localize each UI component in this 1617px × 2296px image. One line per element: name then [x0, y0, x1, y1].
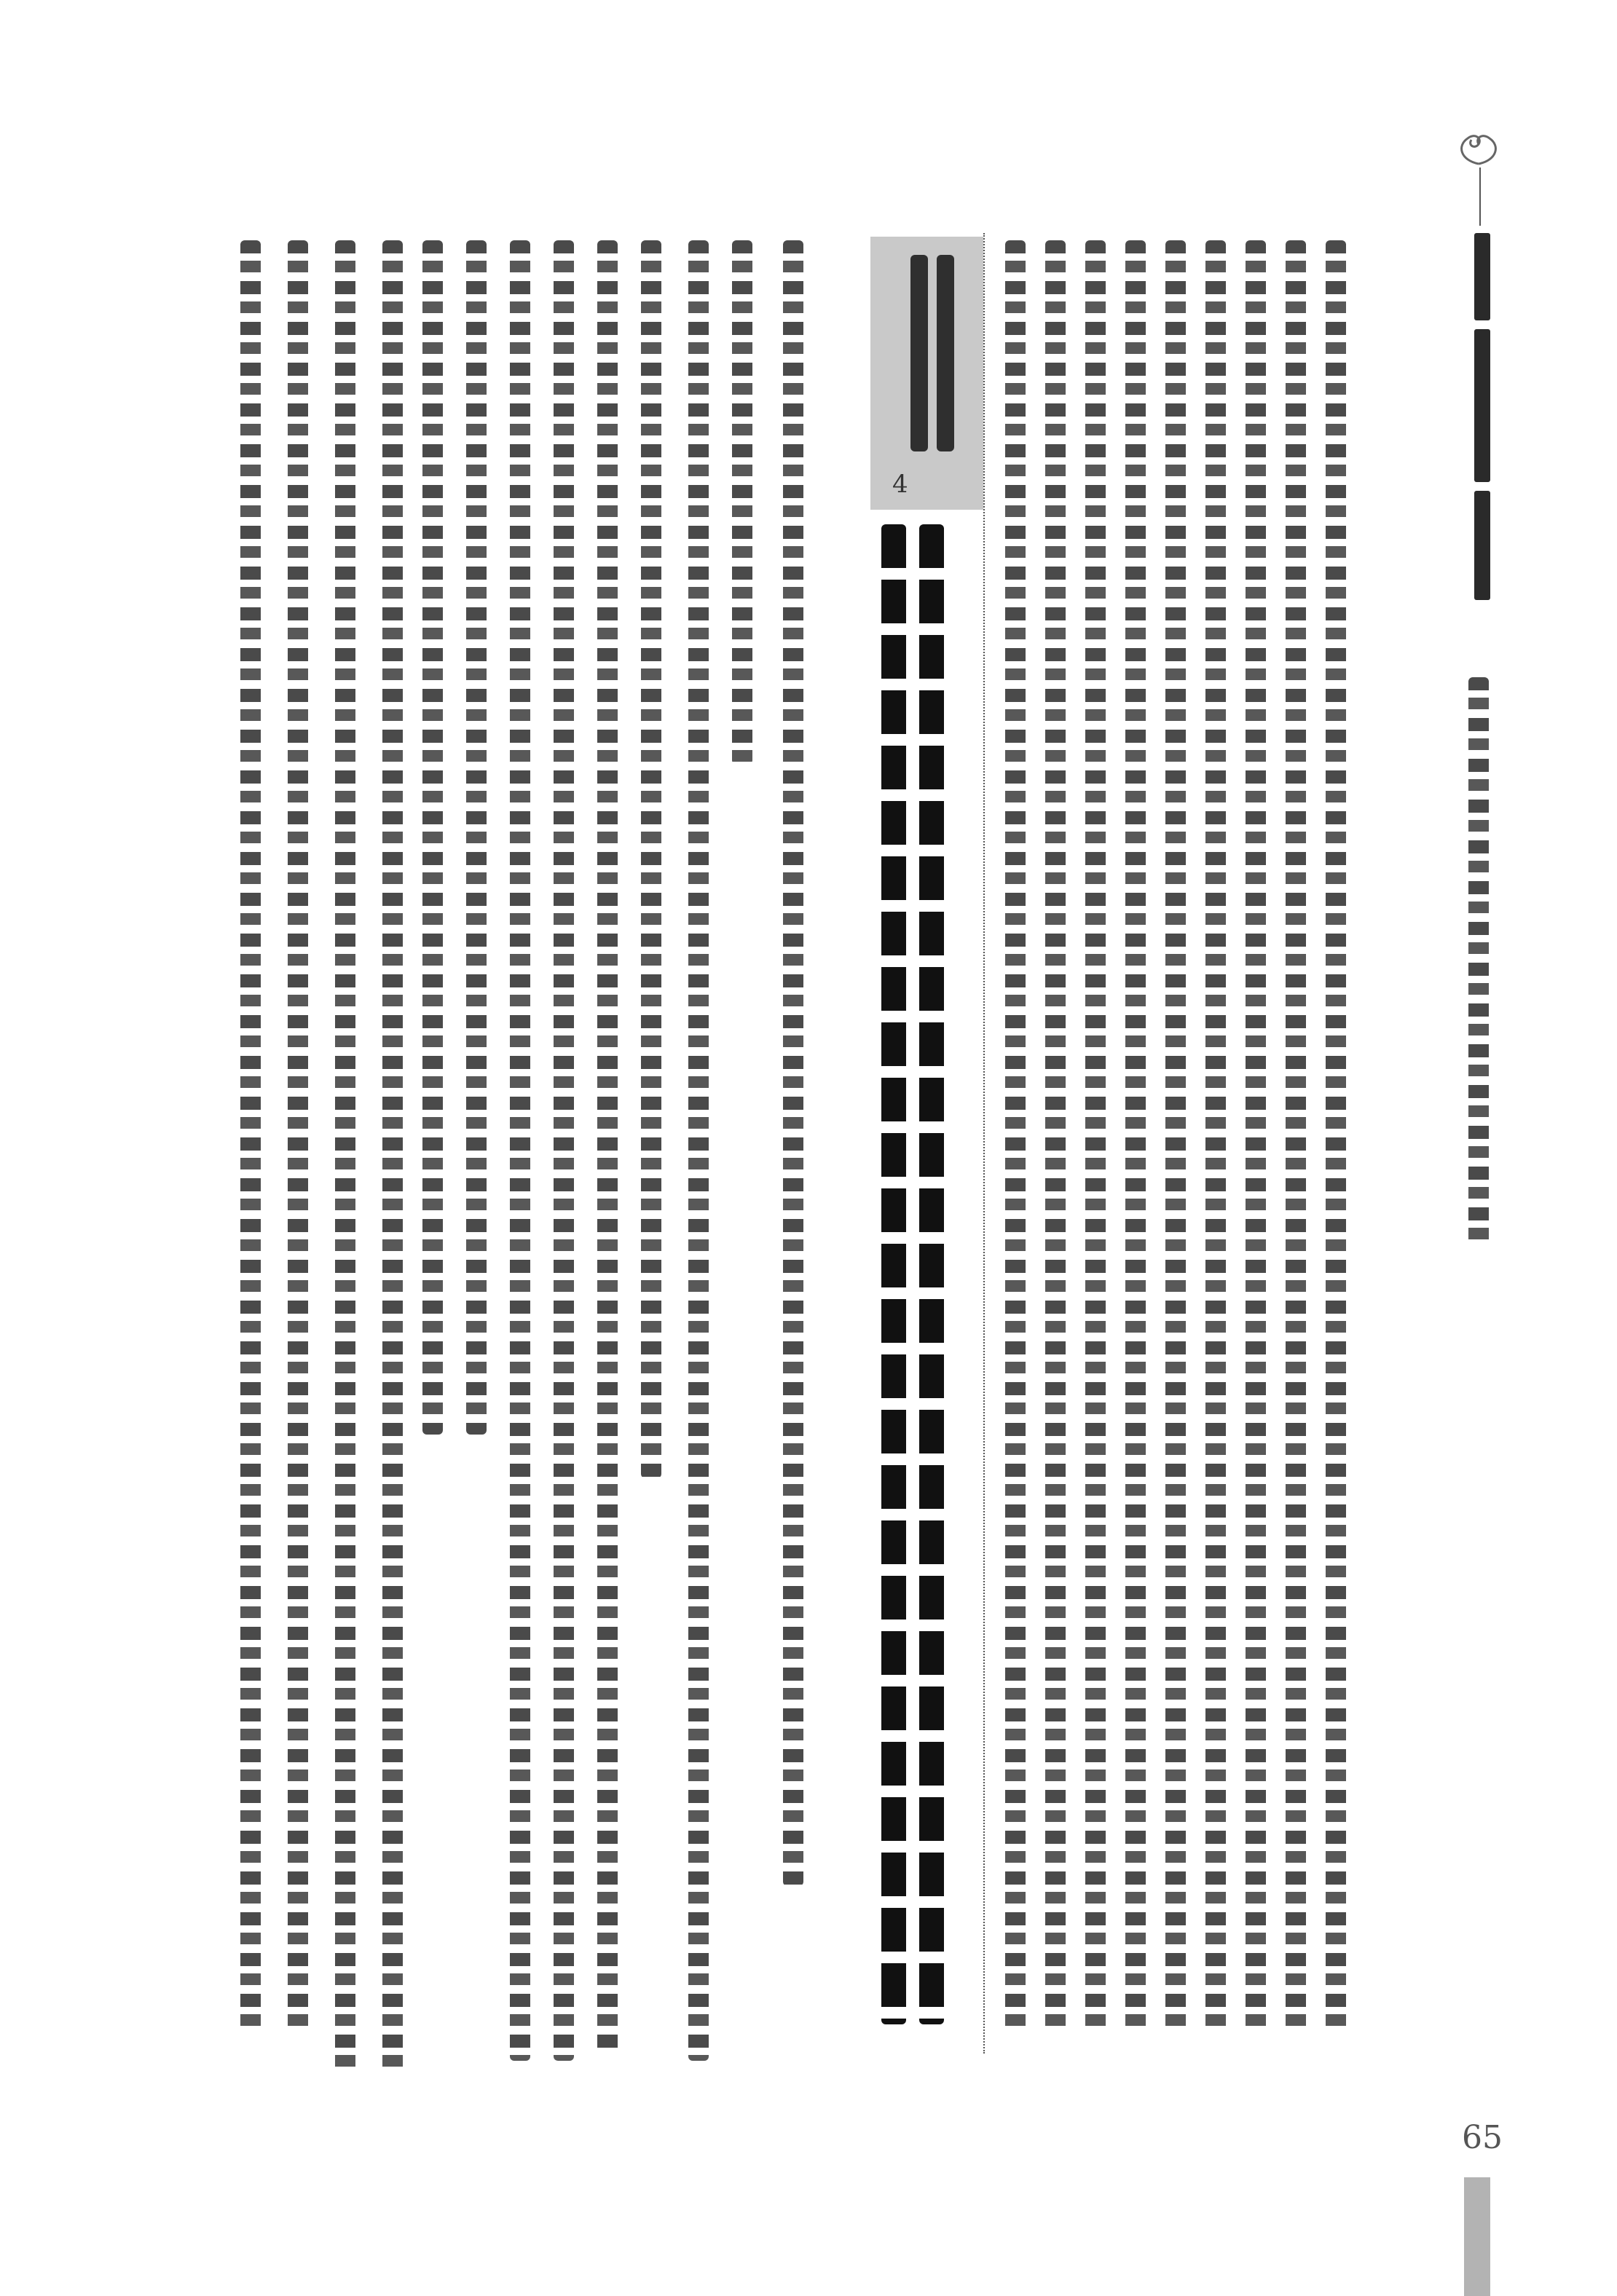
section-number: 4: [892, 470, 908, 499]
section-divider: [983, 233, 985, 2054]
page-edge-tab: [1464, 2177, 1490, 2296]
section-label-text: [910, 255, 954, 451]
ornament-icon: [1453, 124, 1504, 167]
page-number: 65: [1462, 2119, 1503, 2156]
header-rule: [1479, 167, 1481, 226]
running-header-subtitle: [1464, 677, 1493, 1245]
running-header-title: [1449, 233, 1515, 655]
section-title: [881, 524, 961, 2024]
